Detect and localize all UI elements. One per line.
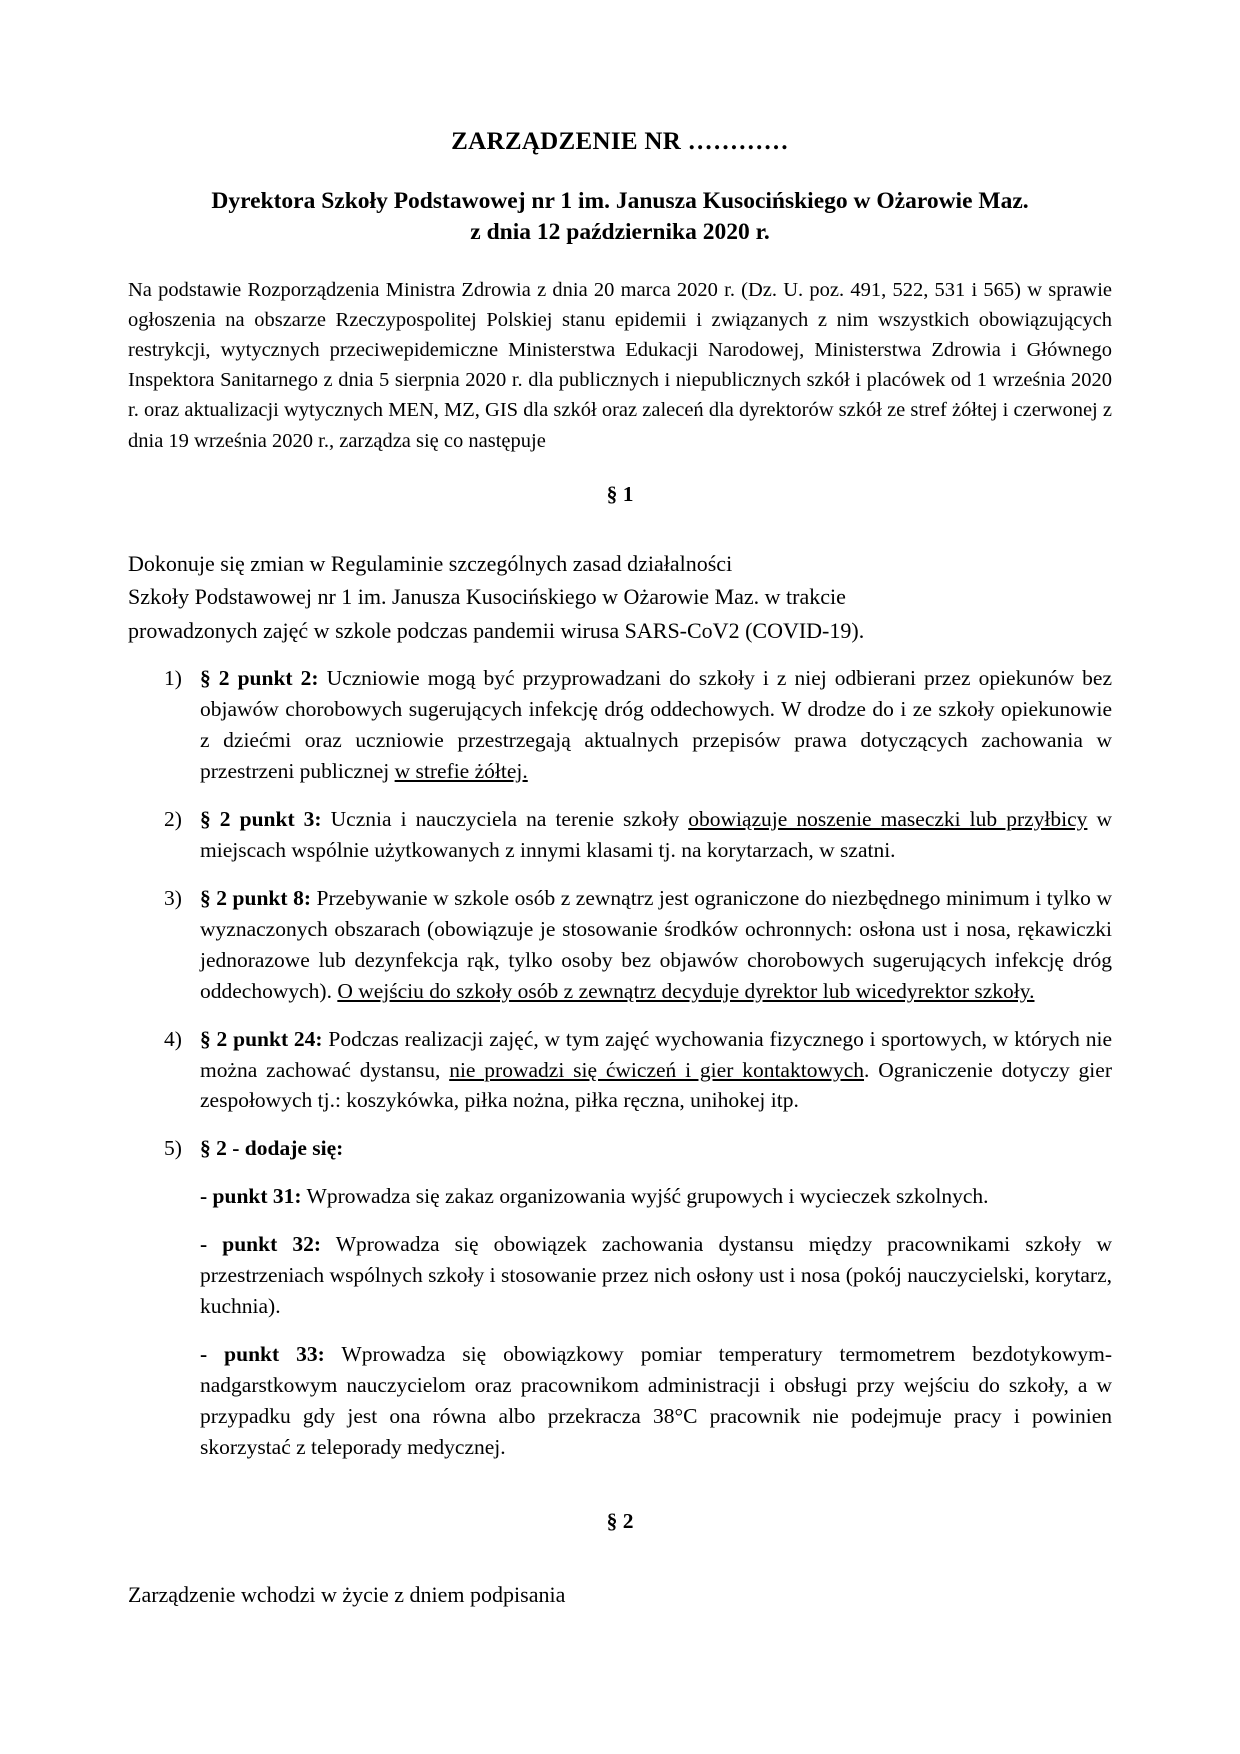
list-item-lead: § 2 punkt 24:: [200, 1026, 323, 1051]
list-item-lead: § 2 punkt 8:: [200, 885, 311, 910]
list-item-underlined: nie prowadzi się ćwiczeń i gier kontaktowych: [449, 1057, 865, 1082]
document-subtitle: [128, 186, 1112, 249]
list-item-body-a: Uczniowie mogą być przyprowadzani do szkoły i z niej odbierani przez opiekunów bez objawów chorobowych sugerujących infekcję dróg oddechowych. W drodze do i ze szkoły opiekunowie z dziećmi oraz uczniowie przestrzegają aktualnych przepisów prawa dotyczących zachowania w przestrzeni publicznej: [200, 666, 1112, 783]
amendment-intro: [128, 547, 1112, 647]
sub-point-body: Wprowadza się zakaz organizowania wyjść grupowych i wycieczek szkolnych.: [301, 1184, 989, 1209]
preamble-paragraph: Na podstawie Rozporządzenia Ministra Zdrowia z dnia 20 marca 2020 r. (Dz. U. poz. 491, 522, 531 i 565) w sprawie ogłoszenia na obszarze Rzeczypospolitej Polskiej stanu epidemii i związanych z nim wszystkich obowiązujących restrykcji, wytycznych przeciwepidemiczne Ministerstwa Edukacji Narodowej, Ministerstwa Zdrowia i Głównego Inspektora Sanitarnego z dnia 5 sierpnia 2020 r. dla publicznych i niepublicznych szkół i placówek od 1 września 2020 r. oraz aktualizacji wytycznych MEN, MZ, GIS dla szkół oraz zaleceń dla dyrektorów szkół ze stref żółtej i czerwonej z dnia 19 września 2020 r., zarządza się co następuje: [128, 278, 1112, 452]
list-item: [128, 883, 1112, 1007]
list-item-underlined: O wejściu do szkoły osób z zewnątrz decyduje dyrektor lub wicedyrektor szkoły.: [337, 978, 1035, 1003]
list-item-body-a: Przebywanie w szkole osób z zewnątrz jest ograniczone do niezbędnego minimum i tylko w wyznaczonych obszarach (obowiązuje je stosowanie środków ochronnych: osłona ust i nosa, rękawiczki jednorazowe lub dezynfekcja rąk, tylko osoby bez objawów chorobowych sugerujących infekcję dróg oddechowych).: [200, 885, 1112, 1003]
list-item-body-b: . Ograniczenie dotyczy gier zespołowych tj.: koszykówka, piłka nożna, piłka ręczna, unihokej itp.: [200, 1057, 1112, 1113]
list-item-lead: § 2 punkt 3:: [200, 806, 322, 831]
changes-list: [128, 663, 1112, 1164]
amendment-intro-line-3: prowadzonych zajęć w szkole podczas pandemii wirusa SARS-CoV2 (COVID-19).: [128, 617, 865, 643]
sub-point-lead: - punkt 32:: [200, 1232, 322, 1257]
list-item: [128, 1024, 1112, 1117]
amendment-intro-line-2: Szkoły Podstawowej nr 1 im. Janusza Kusocińskiego w Ożarowie Maz. w trakcie: [128, 584, 846, 610]
sub-point-body: Wprowadza się obowiązkowy pomiar temperatury termometrem bezdotykowym- nadgarstkowym nauczycielom oraz pracownikom administracji i obsługi przy wejściu do szkoły, a w przypadku gdy jest ona równa albo przekracza 38°C pracownik nie podejmuje pracy i powinien skorzystać z teleporady medycznej.: [200, 1342, 1112, 1460]
sub-point-32: [128, 1229, 1112, 1322]
sub-point-33: [128, 1339, 1112, 1463]
page-title: ZARZĄDZENIE NR …………: [451, 128, 789, 155]
sub-point-lead: - punkt 33:: [200, 1342, 325, 1367]
section-2-heading: § 2: [606, 1509, 634, 1533]
list-item: [128, 663, 1112, 787]
list-item: [128, 804, 1112, 866]
list-item: [128, 1133, 1112, 1164]
subtitle-line-1: Dyrektora Szkoły Podstawowej nr 1 im. Janusza Kusocińskiego w Ożarowie Maz.: [211, 188, 1029, 214]
list-item-marker: 3): [164, 885, 182, 910]
list-item-body-b: w miejscach wspólnie użytkowanych z innymi klasami tj. na korytarzach, w szatni.: [200, 806, 1112, 862]
amendment-intro-line-1: Dokonuje się zmian w Regulaminie szczególnych zasad działalności: [128, 550, 733, 576]
section-1-heading: § 1: [606, 481, 634, 506]
list-item-body-a: Ucznia i nauczyciela na terenie szkoły: [321, 806, 689, 831]
list-item-marker: 1): [164, 666, 182, 691]
list-item-marker: 5): [164, 1136, 182, 1161]
sub-point-31: [128, 1181, 1112, 1212]
sub-point-lead: - punkt 31:: [200, 1184, 302, 1209]
list-item-body-a: Podczas realizacji zajęć, w tym zajęć wychowania fizycznego i sportowych, w których nie można zachować dystansu,: [200, 1026, 1113, 1082]
closing-paragraph: Zarządzenie wchodzi w życie z dniem podpisania: [128, 1582, 566, 1607]
list-item-marker: 2): [164, 806, 182, 831]
list-item-underlined: w strefie żółtej.: [394, 758, 528, 783]
list-item-lead: § 2 - dodaje się:: [200, 1136, 344, 1161]
list-item-lead: § 2 punkt 2:: [200, 666, 319, 691]
sub-point-body: Wprowadza się obowiązek zachowania dystansu między pracownikami szkoły w przestrzeniach wspólnych szkoły i stosowanie przez nich osłony ust i nosa (pokój nauczycielski, korytarz, kuchnia).: [200, 1232, 1113, 1319]
list-item-underlined: obowiązuje noszenie maseczki lub przyłbicy: [688, 806, 1088, 831]
list-item-marker: 4): [164, 1026, 182, 1051]
subtitle-line-2: z dnia 12 października 2020 r.: [470, 219, 770, 246]
